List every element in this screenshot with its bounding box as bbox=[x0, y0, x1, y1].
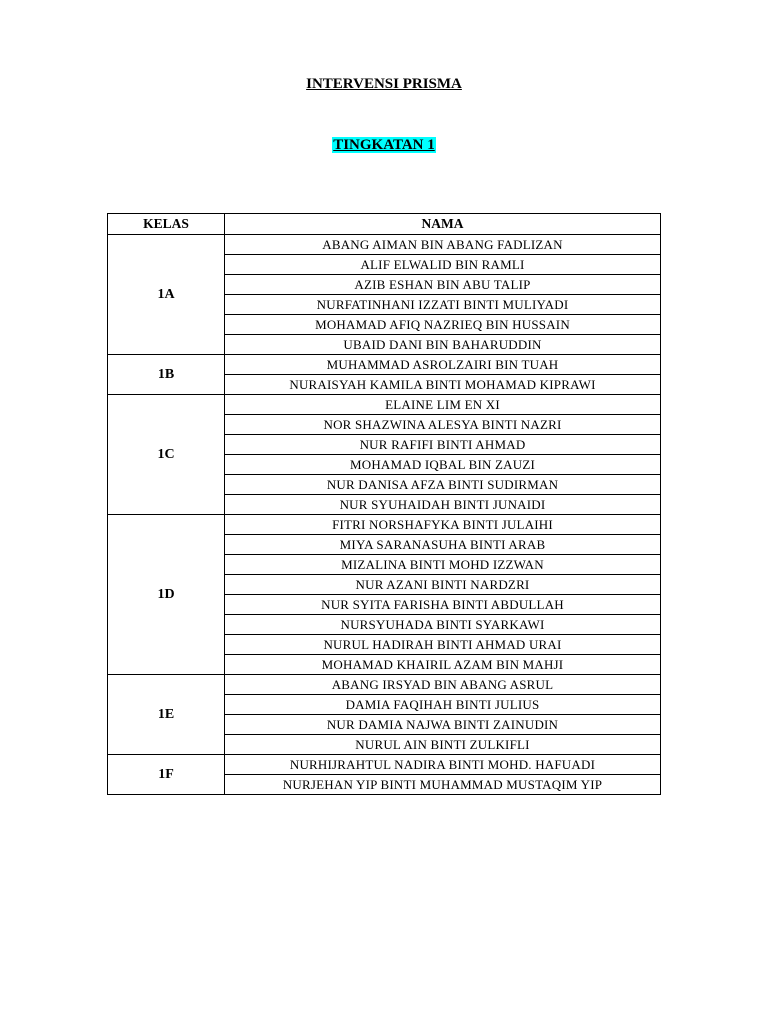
student-name-cell: NURJEHAN YIP BINTI MUHAMMAD MUSTAQIM YIP bbox=[225, 775, 661, 795]
table-header bbox=[108, 214, 661, 235]
student-name-cell: NUR SYUHAIDAH BINTI JUNAIDI bbox=[225, 495, 661, 515]
student-name-cell: ELAINE LIM EN XI bbox=[225, 395, 661, 415]
class-roster-table bbox=[107, 213, 661, 795]
student-name-cell: MIYA SARANASUHA BINTI ARAB bbox=[225, 535, 661, 555]
kelas-cell: 1E bbox=[108, 675, 225, 755]
kelas-cell: 1D bbox=[108, 515, 225, 675]
student-name-cell: NURHIJRAHTUL NADIRA BINTI MOHD. HAFUADI bbox=[225, 755, 661, 775]
table-row bbox=[108, 395, 661, 415]
class-group-1d bbox=[108, 515, 661, 675]
table-row bbox=[108, 675, 661, 695]
header-kelas: KELAS bbox=[108, 214, 225, 235]
student-name-cell: NURUL AIN BINTI ZULKIFLI bbox=[225, 735, 661, 755]
student-name-cell: UBAID DANI BIN BAHARUDDIN bbox=[225, 335, 661, 355]
student-name-cell: NURUL HADIRAH BINTI AHMAD URAI bbox=[225, 635, 661, 655]
student-name-cell: MOHAMAD AFIQ NAZRIEQ BIN HUSSAIN bbox=[225, 315, 661, 335]
student-name-cell: ABANG AIMAN BIN ABANG FADLIZAN bbox=[225, 235, 661, 255]
kelas-cell: 1F bbox=[108, 755, 225, 795]
class-group-1f bbox=[108, 755, 661, 795]
kelas-cell: 1B bbox=[108, 355, 225, 395]
student-name-cell: FITRI NORSHAFYKA BINTI JULAIHI bbox=[225, 515, 661, 535]
header-nama: NAMA bbox=[225, 214, 661, 235]
document-title bbox=[0, 76, 768, 93]
student-name-cell: NUR DANISA AFZA BINTI SUDIRMAN bbox=[225, 475, 661, 495]
table-row bbox=[108, 755, 661, 775]
student-name-cell: NURAISYAH KAMILA BINTI MOHAMAD KIPRAWI bbox=[225, 375, 661, 395]
class-group-1c bbox=[108, 395, 661, 515]
kelas-cell: 1C bbox=[108, 395, 225, 515]
class-group-1e bbox=[108, 675, 661, 755]
kelas-cell: 1A bbox=[108, 235, 225, 355]
student-name-cell: MOHAMAD IQBAL BIN ZAUZI bbox=[225, 455, 661, 475]
document-subtitle-text: TINGKATAN 1 bbox=[333, 137, 435, 153]
student-name-cell: NURFATINHANI IZZATI BINTI MULIYADI bbox=[225, 295, 661, 315]
document-subtitle bbox=[0, 137, 768, 154]
student-name-cell: MOHAMAD KHAIRIL AZAM BIN MAHJI bbox=[225, 655, 661, 675]
student-name-cell: ALIF ELWALID BIN RAMLI bbox=[225, 255, 661, 275]
table-row bbox=[108, 355, 661, 375]
student-name-cell: NUR DAMIA NAJWA BINTI ZAINUDIN bbox=[225, 715, 661, 735]
student-name-cell: MIZALINA BINTI MOHD IZZWAN bbox=[225, 555, 661, 575]
document-title-text: INTERVENSI PRISMA bbox=[306, 76, 462, 92]
student-name-cell: NUR RAFIFI BINTI AHMAD bbox=[225, 435, 661, 455]
student-name-cell: NURSYUHADA BINTI SYARKAWI bbox=[225, 615, 661, 635]
table-row bbox=[108, 515, 661, 535]
student-name-cell: MUHAMMAD ASROLZAIRI BIN TUAH bbox=[225, 355, 661, 375]
student-name-cell: ABANG IRSYAD BIN ABANG ASRUL bbox=[225, 675, 661, 695]
class-group-1a bbox=[108, 235, 661, 355]
student-name-cell: AZIB ESHAN BIN ABU TALIP bbox=[225, 275, 661, 295]
student-name-cell: NUR SYITA FARISHA BINTI ABDULLAH bbox=[225, 595, 661, 615]
class-group-1b bbox=[108, 355, 661, 395]
student-name-cell: NUR AZANI BINTI NARDZRI bbox=[225, 575, 661, 595]
student-name-cell: DAMIA FAQIHAH BINTI JULIUS bbox=[225, 695, 661, 715]
table-row bbox=[108, 235, 661, 255]
header-row bbox=[108, 214, 661, 235]
student-name-cell: NOR SHAZWINA ALESYA BINTI NAZRI bbox=[225, 415, 661, 435]
